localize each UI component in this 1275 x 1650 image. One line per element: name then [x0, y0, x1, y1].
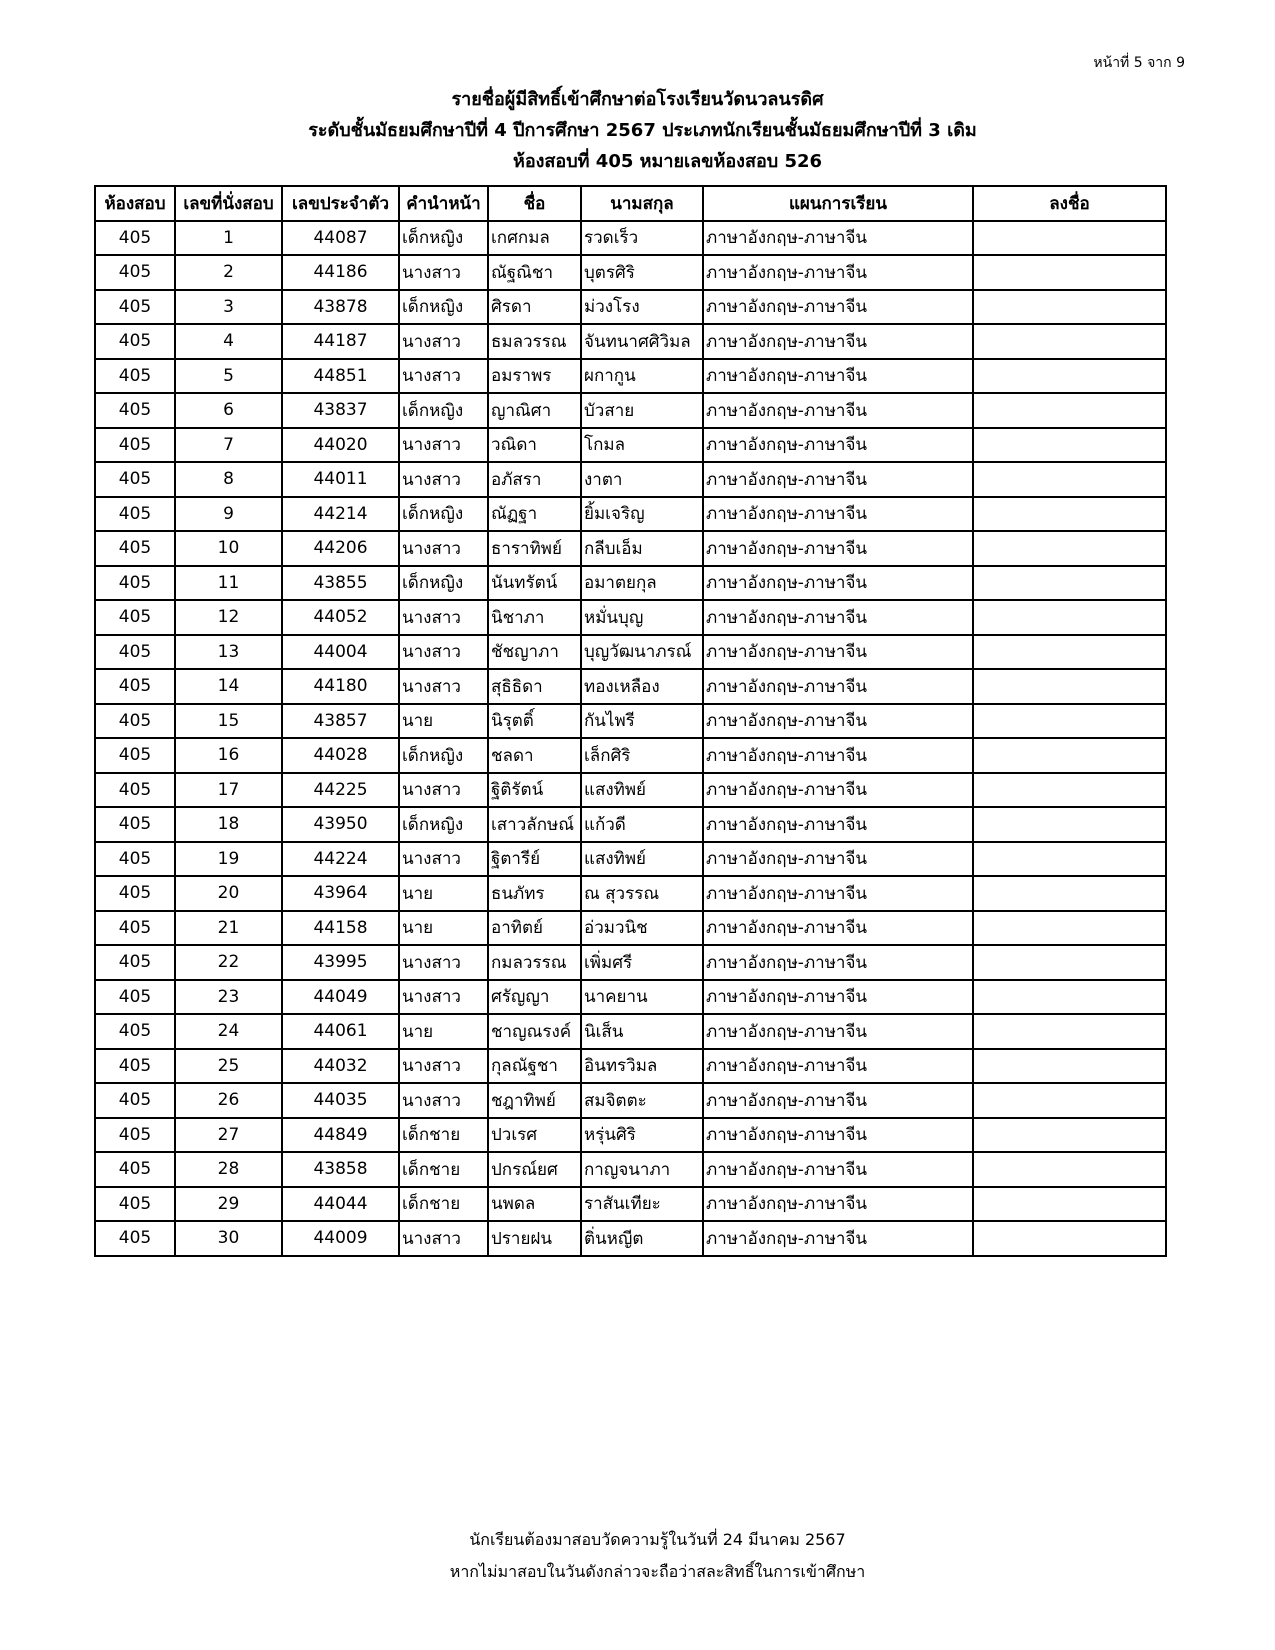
cell-first-name: อภัสรา [488, 462, 581, 497]
cell-last-name: บุญวัฒนาภรณ์ [581, 635, 703, 670]
cell-study-plan: ภาษาอังกฤษ-ภาษาจีน [703, 566, 973, 601]
document-subtitle: ระดับชั้นมัธยมศึกษาปีที่ 4 ปีการศึกษา 2567 ประเภทนักเรียนชั้นมัธยมศึกษาปีที่ 3 เดิม [308, 120, 977, 141]
cell-seat-number: 24 [175, 1014, 282, 1049]
cell-signature [973, 704, 1166, 739]
cell-exam-room: 405 [95, 221, 175, 256]
cell-seat-number: 1 [175, 221, 282, 256]
cell-first-name: เกศกมล [488, 221, 581, 256]
cell-signature [973, 773, 1166, 808]
cell-last-name: หรุ่นศิริ [581, 1118, 703, 1153]
cell-seat-number: 2 [175, 255, 282, 290]
table-row [95, 1014, 1166, 1049]
cell-seat-number: 9 [175, 497, 282, 532]
cell-student-id: 43837 [282, 393, 399, 428]
cell-student-id: 43878 [282, 290, 399, 325]
cell-first-name: ศิรดา [488, 290, 581, 325]
cell-student-id: 44158 [282, 911, 399, 946]
cell-exam-room: 405 [95, 980, 175, 1015]
cell-study-plan: ภาษาอังกฤษ-ภาษาจีน [703, 980, 973, 1015]
cell-prefix: นางสาว [399, 1049, 488, 1084]
cell-student-id: 44032 [282, 1049, 399, 1084]
table-header-row [95, 186, 1166, 221]
cell-first-name: วณิดา [488, 428, 581, 463]
cell-student-id: 44849 [282, 1118, 399, 1153]
cell-exam-room: 405 [95, 773, 175, 808]
cell-signature [973, 945, 1166, 980]
cell-seat-number: 25 [175, 1049, 282, 1084]
cell-signature [973, 876, 1166, 911]
cell-last-name: แก้วดี [581, 807, 703, 842]
cell-first-name: ชัชญาภา [488, 635, 581, 670]
header-study-plan: แผนการเรียน [703, 186, 973, 221]
cell-last-name: แสงทิพย์ [581, 773, 703, 808]
cell-first-name: ฐิติรัตน์ [488, 773, 581, 808]
cell-prefix: นางสาว [399, 669, 488, 704]
cell-prefix: นางสาว [399, 462, 488, 497]
cell-signature [973, 497, 1166, 532]
cell-signature [973, 428, 1166, 463]
cell-seat-number: 13 [175, 635, 282, 670]
cell-first-name: อมราพร [488, 359, 581, 394]
cell-student-id: 43964 [282, 876, 399, 911]
document-title: รายชื่อผู้มีสิทธิ์เข้าศึกษาต่อโรงเรียนวัดนวลนรดิศ [451, 89, 824, 110]
cell-seat-number: 16 [175, 738, 282, 773]
cell-student-id: 44035 [282, 1083, 399, 1118]
cell-seat-number: 29 [175, 1187, 282, 1222]
cell-first-name: นพดล [488, 1187, 581, 1222]
cell-student-id: 44044 [282, 1187, 399, 1222]
cell-student-id: 44061 [282, 1014, 399, 1049]
cell-prefix: นางสาว [399, 359, 488, 394]
table-row [95, 566, 1166, 601]
cell-study-plan: ภาษาอังกฤษ-ภาษาจีน [703, 221, 973, 256]
table-row [95, 980, 1166, 1015]
cell-first-name: ชฎาทิพย์ [488, 1083, 581, 1118]
cell-last-name: ณ สุวรรณ [581, 876, 703, 911]
cell-exam-room: 405 [95, 600, 175, 635]
cell-prefix: นางสาว [399, 773, 488, 808]
cell-exam-room: 405 [95, 566, 175, 601]
cell-last-name: ทองเหลือง [581, 669, 703, 704]
cell-seat-number: 11 [175, 566, 282, 601]
cell-exam-room: 405 [95, 393, 175, 428]
cell-seat-number: 3 [175, 290, 282, 325]
header-last-name: นามสกุล [581, 186, 703, 221]
cell-study-plan: ภาษาอังกฤษ-ภาษาจีน [703, 773, 973, 808]
cell-study-plan: ภาษาอังกฤษ-ภาษาจีน [703, 462, 973, 497]
cell-first-name: ปวเรศ [488, 1118, 581, 1153]
cell-student-id: 44020 [282, 428, 399, 463]
cell-first-name: ศรัญญา [488, 980, 581, 1015]
table-row [95, 497, 1166, 532]
cell-prefix: นางสาว [399, 324, 488, 359]
cell-exam-room: 405 [95, 842, 175, 877]
cell-study-plan: ภาษาอังกฤษ-ภาษาจีน [703, 1118, 973, 1153]
cell-seat-number: 30 [175, 1221, 282, 1256]
cell-seat-number: 4 [175, 324, 282, 359]
cell-study-plan: ภาษาอังกฤษ-ภาษาจีน [703, 704, 973, 739]
cell-study-plan: ภาษาอังกฤษ-ภาษาจีน [703, 255, 973, 290]
cell-last-name: ผกากูน [581, 359, 703, 394]
cell-prefix: เด็กชาย [399, 1118, 488, 1153]
cell-signature [973, 1221, 1166, 1256]
header-student-id: เลขประจำตัว [282, 186, 399, 221]
cell-last-name: อินทรวิมล [581, 1049, 703, 1084]
cell-study-plan: ภาษาอังกฤษ-ภาษาจีน [703, 393, 973, 428]
cell-seat-number: 7 [175, 428, 282, 463]
cell-signature [973, 669, 1166, 704]
cell-student-id: 44187 [282, 324, 399, 359]
header-signature: ลงชื่อ [973, 186, 1166, 221]
cell-prefix: เด็กหญิง [399, 738, 488, 773]
header-seat-number: เลขที่นั่งสอบ [175, 186, 282, 221]
cell-prefix: นาย [399, 704, 488, 739]
cell-signature [973, 393, 1166, 428]
cell-first-name: ปรายฝน [488, 1221, 581, 1256]
cell-seat-number: 27 [175, 1118, 282, 1153]
cell-seat-number: 26 [175, 1083, 282, 1118]
cell-first-name: ปกรณ์ยศ [488, 1152, 581, 1187]
cell-study-plan: ภาษาอังกฤษ-ภาษาจีน [703, 1014, 973, 1049]
cell-last-name: อ่วมวนิช [581, 911, 703, 946]
cell-prefix: เด็กหญิง [399, 393, 488, 428]
cell-seat-number: 15 [175, 704, 282, 739]
cell-seat-number: 10 [175, 531, 282, 566]
cell-seat-number: 17 [175, 773, 282, 808]
header-exam-room: ห้องสอบ [95, 186, 175, 221]
cell-prefix: นางสาว [399, 531, 488, 566]
cell-prefix: เด็กหญิง [399, 807, 488, 842]
cell-first-name: สุธิธิดา [488, 669, 581, 704]
cell-student-id: 43857 [282, 704, 399, 739]
cell-study-plan: ภาษาอังกฤษ-ภาษาจีน [703, 428, 973, 463]
table-row [95, 1152, 1166, 1187]
cell-student-id: 43995 [282, 945, 399, 980]
cell-student-id: 43950 [282, 807, 399, 842]
cell-exam-room: 405 [95, 1221, 175, 1256]
cell-signature [973, 531, 1166, 566]
table-row [95, 842, 1166, 877]
cell-last-name: ราสันเทียะ [581, 1187, 703, 1222]
cell-first-name: ณัฏฐา [488, 497, 581, 532]
table-row [95, 324, 1166, 359]
cell-study-plan: ภาษาอังกฤษ-ภาษาจีน [703, 738, 973, 773]
table-row [95, 1221, 1166, 1256]
cell-signature [973, 842, 1166, 877]
cell-signature [973, 1152, 1166, 1187]
cell-seat-number: 19 [175, 842, 282, 877]
cell-first-name: กุลณัฐชา [488, 1049, 581, 1084]
cell-first-name: นิชาภา [488, 600, 581, 635]
cell-seat-number: 20 [175, 876, 282, 911]
cell-study-plan: ภาษาอังกฤษ-ภาษาจีน [703, 531, 973, 566]
cell-last-name: เล็กศิริ [581, 738, 703, 773]
table-body [95, 221, 1166, 1256]
cell-exam-room: 405 [95, 945, 175, 980]
cell-student-id: 44028 [282, 738, 399, 773]
cell-signature [973, 600, 1166, 635]
cell-exam-room: 405 [95, 290, 175, 325]
table-row [95, 807, 1166, 842]
footer-note [0, 1524, 1275, 1588]
cell-prefix: นาย [399, 876, 488, 911]
cell-seat-number: 21 [175, 911, 282, 946]
cell-first-name: ธนภัทร [488, 876, 581, 911]
table-row [95, 911, 1166, 946]
cell-seat-number: 23 [175, 980, 282, 1015]
table-row [95, 704, 1166, 739]
page-number: หน้าที่ 5 จาก 9 [1093, 55, 1185, 71]
cell-first-name: ธาราทิพย์ [488, 531, 581, 566]
cell-student-id: 43858 [282, 1152, 399, 1187]
cell-prefix: นางสาว [399, 635, 488, 670]
cell-exam-room: 405 [95, 462, 175, 497]
cell-student-id: 44011 [282, 462, 399, 497]
cell-signature [973, 359, 1166, 394]
cell-signature [973, 462, 1166, 497]
cell-signature [973, 738, 1166, 773]
cell-seat-number: 14 [175, 669, 282, 704]
cell-seat-number: 18 [175, 807, 282, 842]
cell-student-id: 44214 [282, 497, 399, 532]
cell-study-plan: ภาษาอังกฤษ-ภาษาจีน [703, 1187, 973, 1222]
cell-prefix: นางสาว [399, 428, 488, 463]
cell-signature [973, 911, 1166, 946]
cell-seat-number: 6 [175, 393, 282, 428]
footer-exam-date: นักเรียนต้องมาสอบวัดความรู้ในวันที่ 24 มีนาคม 2567 [469, 1530, 846, 1549]
cell-exam-room: 405 [95, 807, 175, 842]
cell-exam-room: 405 [95, 876, 175, 911]
table-row [95, 600, 1166, 635]
cell-prefix: นางสาว [399, 945, 488, 980]
cell-last-name: บัวสาย [581, 393, 703, 428]
cell-signature [973, 1014, 1166, 1049]
table-row [95, 1049, 1166, 1084]
cell-student-id: 43855 [282, 566, 399, 601]
student-roster-table [94, 185, 1167, 1257]
cell-prefix: นางสาว [399, 842, 488, 877]
cell-prefix: นางสาว [399, 980, 488, 1015]
cell-student-id: 44087 [282, 221, 399, 256]
cell-prefix: เด็กหญิง [399, 497, 488, 532]
cell-exam-room: 405 [95, 255, 175, 290]
cell-signature [973, 566, 1166, 601]
cell-seat-number: 12 [175, 600, 282, 635]
cell-exam-room: 405 [95, 497, 175, 532]
cell-first-name: นันทรัตน์ [488, 566, 581, 601]
cell-student-id: 44224 [282, 842, 399, 877]
cell-exam-room: 405 [95, 359, 175, 394]
cell-last-name: ติ่นหญีต [581, 1221, 703, 1256]
cell-signature [973, 1083, 1166, 1118]
cell-seat-number: 28 [175, 1152, 282, 1187]
cell-signature [973, 255, 1166, 290]
cell-study-plan: ภาษาอังกฤษ-ภาษาจีน [703, 807, 973, 842]
cell-first-name: กมลวรรณ [488, 945, 581, 980]
cell-student-id: 44052 [282, 600, 399, 635]
cell-last-name: นิเส็น [581, 1014, 703, 1049]
cell-study-plan: ภาษาอังกฤษ-ภาษาจีน [703, 1152, 973, 1187]
table-row [95, 635, 1166, 670]
table-row [95, 738, 1166, 773]
cell-student-id: 44009 [282, 1221, 399, 1256]
cell-exam-room: 405 [95, 1014, 175, 1049]
cell-exam-room: 405 [95, 1187, 175, 1222]
cell-exam-room: 405 [95, 911, 175, 946]
table-row [95, 359, 1166, 394]
cell-last-name: โกมล [581, 428, 703, 463]
cell-prefix: เด็กหญิง [399, 290, 488, 325]
cell-study-plan: ภาษาอังกฤษ-ภาษาจีน [703, 1221, 973, 1256]
cell-prefix: เด็กชาย [399, 1187, 488, 1222]
table-row [95, 669, 1166, 704]
cell-study-plan: ภาษาอังกฤษ-ภาษาจีน [703, 1083, 973, 1118]
cell-prefix: เด็กหญิง [399, 566, 488, 601]
cell-study-plan: ภาษาอังกฤษ-ภาษาจีน [703, 945, 973, 980]
cell-prefix: นางสาว [399, 1221, 488, 1256]
cell-study-plan: ภาษาอังกฤษ-ภาษาจีน [703, 669, 973, 704]
table-row [95, 531, 1166, 566]
table-row [95, 290, 1166, 325]
table-row [95, 1083, 1166, 1118]
cell-exam-room: 405 [95, 531, 175, 566]
cell-seat-number: 22 [175, 945, 282, 980]
document-header [0, 84, 1275, 177]
table-row [95, 428, 1166, 463]
cell-exam-room: 405 [95, 669, 175, 704]
cell-first-name: ฐิตารีย์ [488, 842, 581, 877]
header-prefix: คำนำหน้า [399, 186, 488, 221]
cell-last-name: สมจิตตะ [581, 1083, 703, 1118]
cell-exam-room: 405 [95, 324, 175, 359]
cell-last-name: กาญจนาภา [581, 1152, 703, 1187]
cell-last-name: กันไพรี [581, 704, 703, 739]
cell-exam-room: 405 [95, 635, 175, 670]
cell-student-id: 44851 [282, 359, 399, 394]
cell-student-id: 44004 [282, 635, 399, 670]
cell-prefix: เด็กชาย [399, 1152, 488, 1187]
cell-prefix: นาย [399, 1014, 488, 1049]
cell-exam-room: 405 [95, 1083, 175, 1118]
cell-exam-room: 405 [95, 1152, 175, 1187]
cell-signature [973, 1118, 1166, 1153]
cell-study-plan: ภาษาอังกฤษ-ภาษาจีน [703, 324, 973, 359]
cell-signature [973, 807, 1166, 842]
cell-exam-room: 405 [95, 704, 175, 739]
cell-study-plan: ภาษาอังกฤษ-ภาษาจีน [703, 635, 973, 670]
table-row [95, 393, 1166, 428]
table-row [95, 255, 1166, 290]
cell-last-name: อมาตยกุล [581, 566, 703, 601]
cell-last-name: เพิ่มศรี [581, 945, 703, 980]
cell-last-name: บุตรศิริ [581, 255, 703, 290]
cell-last-name: จันทนาศศิวิมล [581, 324, 703, 359]
cell-exam-room: 405 [95, 1118, 175, 1153]
cell-seat-number: 8 [175, 462, 282, 497]
cell-signature [973, 635, 1166, 670]
table-row [95, 945, 1166, 980]
cell-study-plan: ภาษาอังกฤษ-ภาษาจีน [703, 876, 973, 911]
cell-student-id: 44186 [282, 255, 399, 290]
cell-prefix: นาย [399, 911, 488, 946]
cell-last-name: หมั่นบุญ [581, 600, 703, 635]
cell-first-name: ชาญณรงค์ [488, 1014, 581, 1049]
cell-signature [973, 290, 1166, 325]
footer-forfeit-note: หากไม่มาสอบในวันดังกล่าวจะถือว่าสละสิทธิ์ในการเข้าศึกษา [449, 1562, 866, 1581]
cell-signature [973, 1049, 1166, 1084]
cell-last-name: รวดเร็ว [581, 221, 703, 256]
cell-student-id: 44225 [282, 773, 399, 808]
cell-first-name: อาทิตย์ [488, 911, 581, 946]
cell-first-name: ชลดา [488, 738, 581, 773]
cell-study-plan: ภาษาอังกฤษ-ภาษาจีน [703, 359, 973, 394]
cell-first-name: ธมลวรรณ [488, 324, 581, 359]
cell-study-plan: ภาษาอังกฤษ-ภาษาจีน [703, 1049, 973, 1084]
cell-prefix: นางสาว [399, 255, 488, 290]
cell-study-plan: ภาษาอังกฤษ-ภาษาจีน [703, 497, 973, 532]
cell-exam-room: 405 [95, 738, 175, 773]
table-row [95, 1187, 1166, 1222]
cell-last-name: ม่วงโรง [581, 290, 703, 325]
cell-last-name: แสงทิพย์ [581, 842, 703, 877]
cell-prefix: นางสาว [399, 600, 488, 635]
cell-seat-number: 5 [175, 359, 282, 394]
table-row [95, 1118, 1166, 1153]
cell-last-name: ยิ้มเจริญ [581, 497, 703, 532]
cell-student-id: 44180 [282, 669, 399, 704]
cell-signature [973, 980, 1166, 1015]
cell-first-name: ณัฐณิชา [488, 255, 581, 290]
table-row [95, 221, 1166, 256]
cell-first-name: นิรุตติ์ [488, 704, 581, 739]
cell-study-plan: ภาษาอังกฤษ-ภาษาจีน [703, 842, 973, 877]
table-row [95, 876, 1166, 911]
cell-signature [973, 221, 1166, 256]
cell-study-plan: ภาษาอังกฤษ-ภาษาจีน [703, 911, 973, 946]
cell-signature [973, 1187, 1166, 1222]
cell-exam-room: 405 [95, 428, 175, 463]
cell-student-id: 44206 [282, 531, 399, 566]
table-row [95, 773, 1166, 808]
cell-last-name: กลีบเอ็ม [581, 531, 703, 566]
cell-last-name: งาตา [581, 462, 703, 497]
cell-prefix: นางสาว [399, 1083, 488, 1118]
cell-exam-room: 405 [95, 1049, 175, 1084]
cell-student-id: 44049 [282, 980, 399, 1015]
cell-study-plan: ภาษาอังกฤษ-ภาษาจีน [703, 290, 973, 325]
cell-signature [973, 324, 1166, 359]
header-first-name: ชื่อ [488, 186, 581, 221]
exam-room-title: ห้องสอบที่ 405 หมายเลขห้องสอบ 526 [512, 151, 823, 172]
cell-study-plan: ภาษาอังกฤษ-ภาษาจีน [703, 600, 973, 635]
cell-prefix: เด็กหญิง [399, 221, 488, 256]
cell-first-name: เสาวลักษณ์ [488, 807, 581, 842]
cell-first-name: ญาณิศา [488, 393, 581, 428]
cell-last-name: นาคยาน [581, 980, 703, 1015]
table-row [95, 462, 1166, 497]
